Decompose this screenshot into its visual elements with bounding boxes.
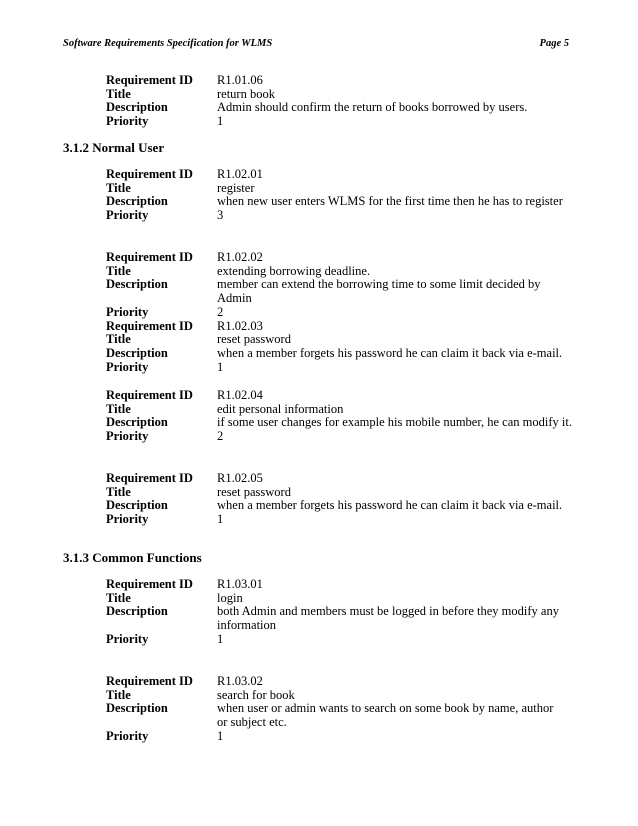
requirement-id-label: Requirement ID: [106, 388, 193, 402]
requirement-priority: 1: [217, 631, 224, 646]
requirement-description: Admin should confirm the return of books borrowed by users.: [217, 100, 528, 115]
requirement-priority: 2: [217, 429, 224, 444]
description-label: Description: [106, 701, 168, 716]
requirement-title: return book: [217, 86, 275, 101]
priority-label: Priority: [106, 512, 149, 527]
priority-label: Priority: [106, 359, 149, 374]
requirement-priority: 2: [217, 304, 224, 319]
page-number: Page 5: [539, 38, 569, 49]
description-label: Description: [106, 604, 168, 619]
description-label: Description: [106, 345, 168, 360]
requirement-description: member can extend the borrowing time to some limit decided by Admin: [217, 277, 541, 306]
requirement-block: [106, 251, 576, 374]
requirement-id-label: Requirement ID: [106, 73, 193, 87]
requirement-id: R1.02.04: [217, 388, 263, 402]
requirement-block: [106, 472, 576, 527]
requirement-id-label: Requirement ID: [106, 250, 193, 264]
description-label: Description: [106, 100, 168, 115]
requirement-title: search for book: [217, 687, 295, 702]
description-label: Description: [106, 415, 168, 430]
section-heading-normal-user: 3.1.2 Normal User: [63, 140, 165, 155]
description-label: Description: [106, 277, 168, 292]
requirement-block: [106, 74, 576, 129]
requirement-priority: 1: [217, 728, 224, 743]
requirement-title: edit personal information: [217, 401, 344, 416]
requirement-id: R1.02.03: [217, 318, 263, 333]
document-title: Software Requirements Specification for WLMS: [63, 38, 273, 49]
requirement-id: R1.03.02: [217, 674, 263, 688]
requirement-description: when user or admin wants to search on some book by name, author or subject etc.: [217, 701, 554, 730]
title-label: Title: [106, 401, 131, 416]
requirement-title: reset password: [217, 484, 291, 499]
priority-label: Priority: [106, 728, 149, 743]
requirement-description: both Admin and members must be logged in before they modify any information: [217, 604, 559, 633]
requirement-id-label: Requirement ID: [106, 674, 193, 688]
title-label: Title: [106, 86, 131, 101]
requirement-description: when a member forgets his password he can claim it back via e-mail.: [217, 345, 563, 360]
requirement-id-label: Requirement ID: [106, 471, 193, 485]
requirement-title: login: [217, 590, 243, 605]
priority-label: Priority: [106, 429, 149, 444]
description-label: Description: [106, 498, 168, 513]
requirement-block: [106, 168, 576, 223]
requirement-id: R1.02.02: [217, 250, 263, 264]
requirement-description: when new user enters WLMS for the first time then he has to register: [217, 194, 563, 209]
description-label: Description: [106, 194, 168, 209]
requirement-block: [106, 675, 576, 744]
requirement-description: if some user changes for example his mobile number, he can modify it.: [217, 415, 572, 430]
requirement-priority: 1: [217, 114, 224, 129]
requirement-id-label: Requirement ID: [106, 577, 193, 591]
priority-label: Priority: [106, 304, 149, 319]
requirement-priority: 3: [217, 208, 224, 223]
requirement-id-label: Requirement ID: [106, 167, 193, 181]
title-label: Title: [106, 180, 131, 195]
requirement-description: when a member forgets his password he can claim it back via e-mail.: [217, 498, 563, 513]
requirement-title: extending borrowing deadline.: [217, 263, 371, 278]
title-label: Title: [106, 484, 131, 499]
section-heading-common-functions: 3.1.3 Common Functions: [63, 550, 202, 565]
requirement-id: R1.01.06: [217, 73, 263, 87]
title-label: Title: [106, 590, 131, 605]
priority-label: Priority: [106, 208, 149, 223]
requirement-priority: 1: [217, 512, 224, 527]
title-label: Title: [106, 687, 131, 702]
requirement-id-label: Requirement ID: [106, 318, 193, 333]
priority-label: Priority: [106, 631, 149, 646]
title-label: Title: [106, 263, 131, 278]
requirement-id: R1.02.05: [217, 471, 263, 485]
priority-label: Priority: [106, 114, 149, 129]
requirement-title: register: [217, 180, 255, 195]
requirement-title: reset password: [217, 332, 291, 347]
requirement-id: R1.03.01: [217, 577, 263, 591]
requirement-id: R1.02.01: [217, 167, 263, 181]
requirement-priority: 1: [217, 359, 224, 374]
requirement-block: [106, 389, 576, 444]
title-label: Title: [106, 332, 131, 347]
requirement-block: [106, 578, 576, 647]
